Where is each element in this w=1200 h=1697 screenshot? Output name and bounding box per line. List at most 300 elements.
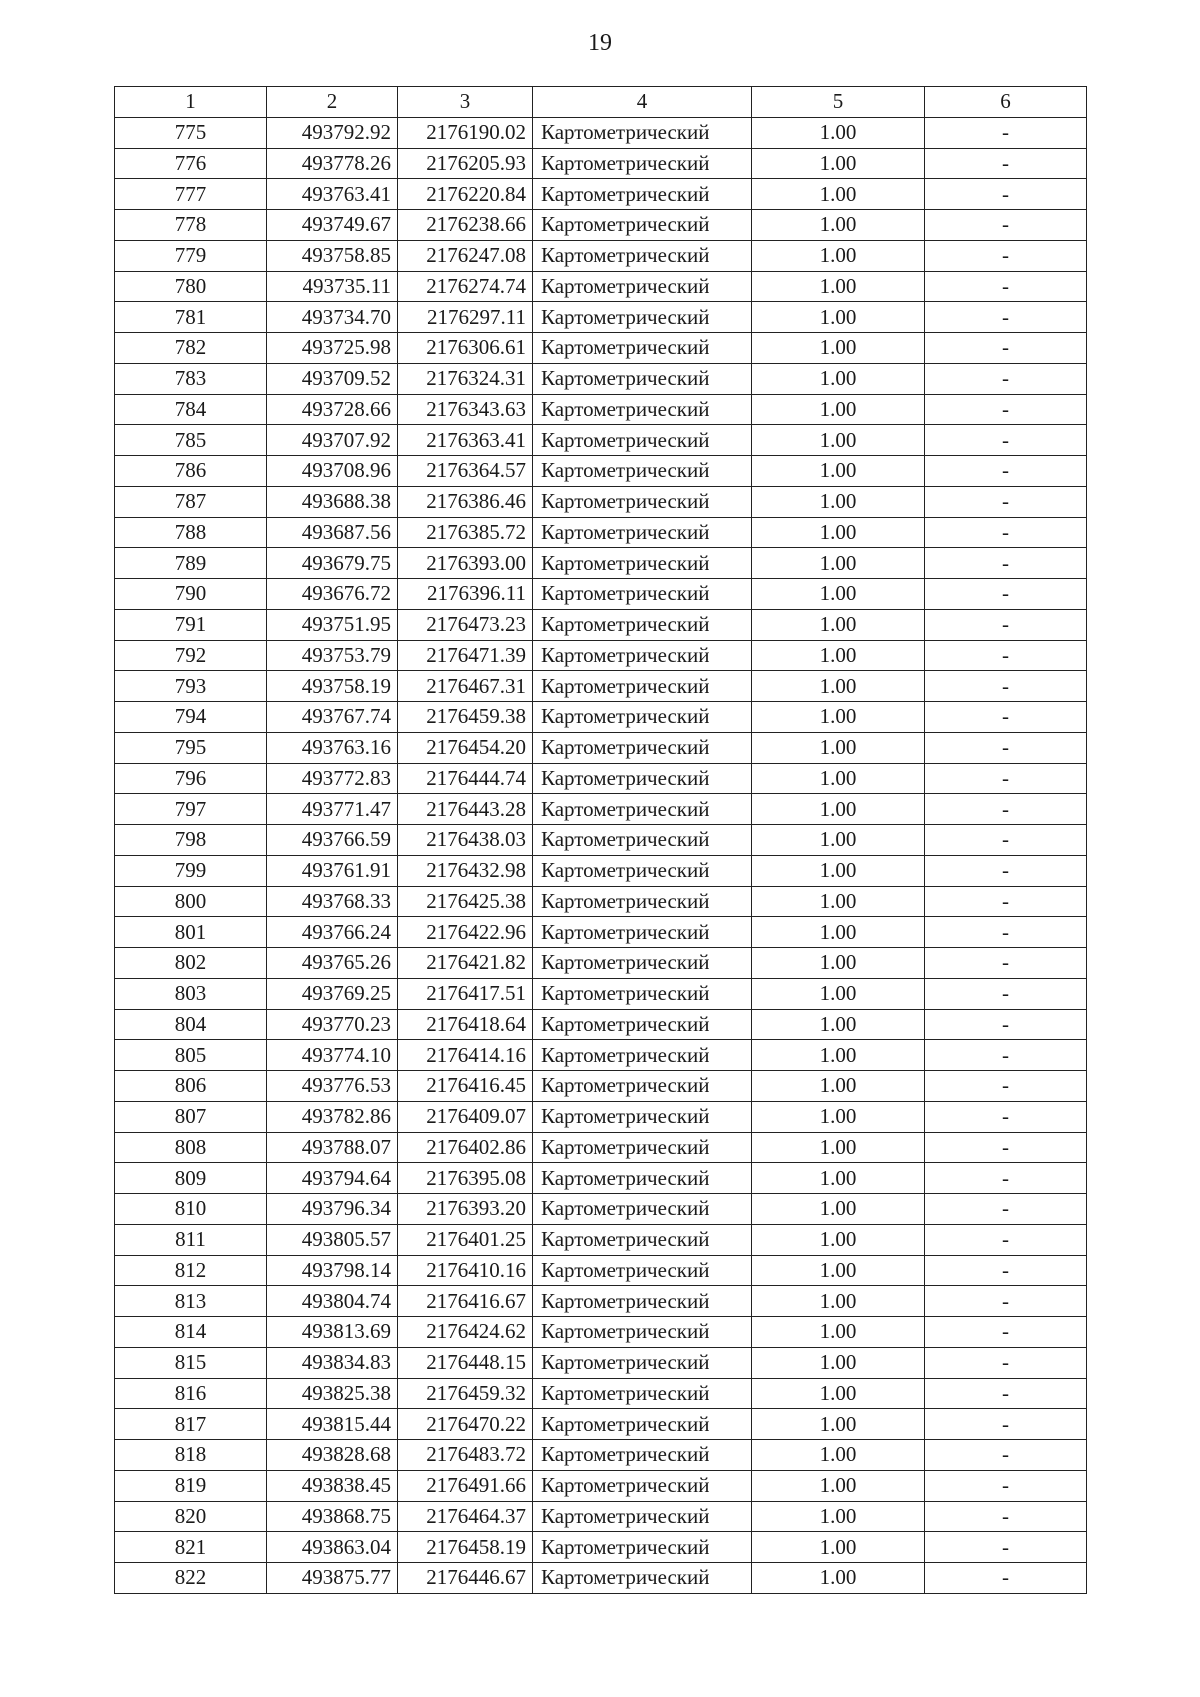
method-cell: Картометрический	[533, 1132, 752, 1163]
accuracy-cell: 1.00	[752, 702, 925, 733]
point-number-cell: 780	[115, 271, 267, 302]
method-cell: Картометрический	[533, 1224, 752, 1255]
accuracy-cell: 1.00	[752, 1347, 925, 1378]
x-coordinate-cell: 493825.38	[267, 1378, 398, 1409]
point-number-cell: 801	[115, 917, 267, 948]
point-number-cell: 790	[115, 579, 267, 610]
accuracy-cell: 1.00	[752, 1317, 925, 1348]
accuracy-cell: 1.00	[752, 117, 925, 148]
x-coordinate-cell: 493728.66	[267, 394, 398, 425]
method-cell: Картометрический	[533, 1409, 752, 1440]
accuracy-cell: 1.00	[752, 1224, 925, 1255]
point-number-cell: 783	[115, 363, 267, 394]
table-row	[115, 148, 1087, 179]
point-number-cell: 821	[115, 1532, 267, 1563]
method-cell: Картометрический	[533, 333, 752, 364]
table-row	[115, 609, 1087, 640]
method-cell: Картометрический	[533, 732, 752, 763]
x-coordinate-cell: 493761.91	[267, 855, 398, 886]
method-cell: Картометрический	[533, 240, 752, 271]
x-coordinate-cell: 493828.68	[267, 1440, 398, 1471]
table-row	[115, 886, 1087, 917]
x-coordinate-cell: 493767.74	[267, 702, 398, 733]
y-coordinate-cell: 2176364.57	[398, 456, 533, 487]
note-cell: -	[925, 363, 1087, 394]
table-row	[115, 486, 1087, 517]
method-cell: Картометрический	[533, 456, 752, 487]
y-coordinate-cell: 2176393.00	[398, 548, 533, 579]
table-header-row	[115, 87, 1087, 118]
y-coordinate-cell: 2176205.93	[398, 148, 533, 179]
table-row	[115, 179, 1087, 210]
point-number-cell: 796	[115, 763, 267, 794]
x-coordinate-cell: 493875.77	[267, 1563, 398, 1594]
x-coordinate-cell: 493770.23	[267, 1009, 398, 1040]
x-coordinate-cell: 493868.75	[267, 1501, 398, 1532]
x-coordinate-cell: 493749.67	[267, 210, 398, 241]
note-cell: -	[925, 1071, 1087, 1102]
table-row	[115, 1009, 1087, 1040]
point-number-cell: 781	[115, 302, 267, 333]
x-coordinate-cell: 493688.38	[267, 486, 398, 517]
table-row	[115, 1040, 1087, 1071]
accuracy-cell: 1.00	[752, 917, 925, 948]
note-cell: -	[925, 1532, 1087, 1563]
point-number-cell: 806	[115, 1071, 267, 1102]
x-coordinate-cell: 493834.83	[267, 1347, 398, 1378]
table-row	[115, 671, 1087, 702]
y-coordinate-cell: 2176414.16	[398, 1040, 533, 1071]
accuracy-cell: 1.00	[752, 363, 925, 394]
accuracy-cell: 1.00	[752, 609, 925, 640]
x-coordinate-cell: 493763.41	[267, 179, 398, 210]
table-row	[115, 732, 1087, 763]
accuracy-cell: 1.00	[752, 240, 925, 271]
accuracy-cell: 1.00	[752, 855, 925, 886]
x-coordinate-cell: 493805.57	[267, 1224, 398, 1255]
table-row	[115, 1255, 1087, 1286]
note-cell: -	[925, 117, 1087, 148]
note-cell: -	[925, 179, 1087, 210]
column-header-5: 5	[752, 87, 925, 118]
x-coordinate-cell: 493769.25	[267, 978, 398, 1009]
accuracy-cell: 1.00	[752, 579, 925, 610]
note-cell: -	[925, 732, 1087, 763]
method-cell: Картометрический	[533, 794, 752, 825]
x-coordinate-cell: 493763.16	[267, 732, 398, 763]
point-number-cell: 808	[115, 1132, 267, 1163]
note-cell: -	[925, 148, 1087, 179]
note-cell: -	[925, 302, 1087, 333]
point-number-cell: 814	[115, 1317, 267, 1348]
method-cell: Картометрический	[533, 148, 752, 179]
method-cell: Картометрический	[533, 825, 752, 856]
point-number-cell: 795	[115, 732, 267, 763]
point-number-cell: 793	[115, 671, 267, 702]
note-cell: -	[925, 1132, 1087, 1163]
method-cell: Картометрический	[533, 517, 752, 548]
method-cell: Картометрический	[533, 210, 752, 241]
accuracy-cell: 1.00	[752, 1163, 925, 1194]
x-coordinate-cell: 493774.10	[267, 1040, 398, 1071]
method-cell: Картометрический	[533, 1532, 752, 1563]
x-coordinate-cell: 493708.96	[267, 456, 398, 487]
accuracy-cell: 1.00	[752, 825, 925, 856]
method-cell: Картометрический	[533, 1009, 752, 1040]
method-cell: Картометрический	[533, 1040, 752, 1071]
accuracy-cell: 1.00	[752, 732, 925, 763]
point-number-cell: 822	[115, 1563, 267, 1594]
point-number-cell: 803	[115, 978, 267, 1009]
y-coordinate-cell: 2176418.64	[398, 1009, 533, 1040]
table-row	[115, 917, 1087, 948]
method-cell: Картометрический	[533, 271, 752, 302]
accuracy-cell: 1.00	[752, 1040, 925, 1071]
table-row	[115, 825, 1087, 856]
method-cell: Картометрический	[533, 1317, 752, 1348]
accuracy-cell: 1.00	[752, 271, 925, 302]
x-coordinate-cell: 493765.26	[267, 948, 398, 979]
note-cell: -	[925, 1224, 1087, 1255]
accuracy-cell: 1.00	[752, 1071, 925, 1102]
accuracy-cell: 1.00	[752, 179, 925, 210]
table-row	[115, 640, 1087, 671]
y-coordinate-cell: 2176297.11	[398, 302, 533, 333]
point-number-cell: 815	[115, 1347, 267, 1378]
accuracy-cell: 1.00	[752, 1440, 925, 1471]
note-cell: -	[925, 1501, 1087, 1532]
y-coordinate-cell: 2176464.37	[398, 1501, 533, 1532]
accuracy-cell: 1.00	[752, 1378, 925, 1409]
y-coordinate-cell: 2176438.03	[398, 825, 533, 856]
method-cell: Картометрический	[533, 609, 752, 640]
accuracy-cell: 1.00	[752, 1501, 925, 1532]
table-row	[115, 210, 1087, 241]
table-row	[115, 1532, 1087, 1563]
x-coordinate-cell: 493788.07	[267, 1132, 398, 1163]
note-cell: -	[925, 1317, 1087, 1348]
table-row	[115, 1132, 1087, 1163]
point-number-cell: 782	[115, 333, 267, 364]
point-number-cell: 789	[115, 548, 267, 579]
accuracy-cell: 1.00	[752, 486, 925, 517]
method-cell: Картометрический	[533, 1163, 752, 1194]
method-cell: Картометрический	[533, 425, 752, 456]
note-cell: -	[925, 1378, 1087, 1409]
note-cell: -	[925, 271, 1087, 302]
note-cell: -	[925, 671, 1087, 702]
accuracy-cell: 1.00	[752, 794, 925, 825]
note-cell: -	[925, 825, 1087, 856]
x-coordinate-cell: 493794.64	[267, 1163, 398, 1194]
table-row	[115, 271, 1087, 302]
method-cell: Картометрический	[533, 1347, 752, 1378]
accuracy-cell: 1.00	[752, 1563, 925, 1594]
y-coordinate-cell: 2176238.66	[398, 210, 533, 241]
method-cell: Картометрический	[533, 948, 752, 979]
y-coordinate-cell: 2176306.61	[398, 333, 533, 364]
note-cell: -	[925, 1440, 1087, 1471]
x-coordinate-cell: 493804.74	[267, 1286, 398, 1317]
table-row	[115, 456, 1087, 487]
point-number-cell: 817	[115, 1409, 267, 1440]
x-coordinate-cell: 493792.92	[267, 117, 398, 148]
y-coordinate-cell: 2176458.19	[398, 1532, 533, 1563]
y-coordinate-cell: 2176396.11	[398, 579, 533, 610]
y-coordinate-cell: 2176190.02	[398, 117, 533, 148]
x-coordinate-cell: 493766.24	[267, 917, 398, 948]
point-number-cell: 807	[115, 1101, 267, 1132]
accuracy-cell: 1.00	[752, 948, 925, 979]
note-cell: -	[925, 917, 1087, 948]
point-number-cell: 775	[115, 117, 267, 148]
table-row	[115, 425, 1087, 456]
accuracy-cell: 1.00	[752, 1409, 925, 1440]
note-cell: -	[925, 609, 1087, 640]
column-header-6: 6	[925, 87, 1087, 118]
column-header-2: 2	[267, 87, 398, 118]
method-cell: Картометрический	[533, 1440, 752, 1471]
point-number-cell: 776	[115, 148, 267, 179]
accuracy-cell: 1.00	[752, 671, 925, 702]
table-row	[115, 240, 1087, 271]
table-body	[115, 117, 1087, 1593]
y-coordinate-cell: 2176416.67	[398, 1286, 533, 1317]
method-cell: Картометрический	[533, 1255, 752, 1286]
table-row	[115, 948, 1087, 979]
x-coordinate-cell: 493798.14	[267, 1255, 398, 1286]
note-cell: -	[925, 640, 1087, 671]
accuracy-cell: 1.00	[752, 763, 925, 794]
x-coordinate-cell: 493753.79	[267, 640, 398, 671]
y-coordinate-cell: 2176386.46	[398, 486, 533, 517]
table-row	[115, 1101, 1087, 1132]
x-coordinate-cell: 493758.85	[267, 240, 398, 271]
y-coordinate-cell: 2176422.96	[398, 917, 533, 948]
point-number-cell: 785	[115, 425, 267, 456]
point-number-cell: 778	[115, 210, 267, 241]
y-coordinate-cell: 2176410.16	[398, 1255, 533, 1286]
table-row	[115, 548, 1087, 579]
y-coordinate-cell: 2176417.51	[398, 978, 533, 1009]
y-coordinate-cell: 2176424.62	[398, 1317, 533, 1348]
x-coordinate-cell: 493772.83	[267, 763, 398, 794]
y-coordinate-cell: 2176395.08	[398, 1163, 533, 1194]
accuracy-cell: 1.00	[752, 210, 925, 241]
table-row	[115, 1501, 1087, 1532]
y-coordinate-cell: 2176459.32	[398, 1378, 533, 1409]
table-row	[115, 302, 1087, 333]
page-number: 19	[588, 30, 612, 56]
note-cell: -	[925, 394, 1087, 425]
point-number-cell: 798	[115, 825, 267, 856]
accuracy-cell: 1.00	[752, 1470, 925, 1501]
table-row	[115, 1378, 1087, 1409]
note-cell: -	[925, 855, 1087, 886]
point-number-cell: 791	[115, 609, 267, 640]
note-cell: -	[925, 1255, 1087, 1286]
accuracy-cell: 1.00	[752, 148, 925, 179]
y-coordinate-cell: 2176363.41	[398, 425, 533, 456]
x-coordinate-cell: 493687.56	[267, 517, 398, 548]
accuracy-cell: 1.00	[752, 1194, 925, 1225]
y-coordinate-cell: 2176247.08	[398, 240, 533, 271]
point-number-cell: 810	[115, 1194, 267, 1225]
method-cell: Картометрический	[533, 579, 752, 610]
table-row	[115, 855, 1087, 886]
point-number-cell: 786	[115, 456, 267, 487]
note-cell: -	[925, 1286, 1087, 1317]
y-coordinate-cell: 2176416.45	[398, 1071, 533, 1102]
y-coordinate-cell: 2176459.38	[398, 702, 533, 733]
table-row	[115, 1440, 1087, 1471]
y-coordinate-cell: 2176491.66	[398, 1470, 533, 1501]
note-cell: -	[925, 1009, 1087, 1040]
y-coordinate-cell: 2176454.20	[398, 732, 533, 763]
table-row	[115, 1563, 1087, 1594]
point-number-cell: 792	[115, 640, 267, 671]
accuracy-cell: 1.00	[752, 640, 925, 671]
point-number-cell: 809	[115, 1163, 267, 1194]
point-number-cell: 788	[115, 517, 267, 548]
method-cell: Картометрический	[533, 640, 752, 671]
y-coordinate-cell: 2176343.63	[398, 394, 533, 425]
accuracy-cell: 1.00	[752, 1255, 925, 1286]
method-cell: Картометрический	[533, 363, 752, 394]
point-number-cell: 802	[115, 948, 267, 979]
table-row	[115, 794, 1087, 825]
method-cell: Картометрический	[533, 1194, 752, 1225]
note-cell: -	[925, 794, 1087, 825]
method-cell: Картометрический	[533, 702, 752, 733]
table-row	[115, 1163, 1087, 1194]
point-number-cell: 812	[115, 1255, 267, 1286]
accuracy-cell: 1.00	[752, 456, 925, 487]
method-cell: Картометрический	[533, 671, 752, 702]
point-number-cell: 794	[115, 702, 267, 733]
note-cell: -	[925, 1347, 1087, 1378]
table-row	[115, 517, 1087, 548]
accuracy-cell: 1.00	[752, 1101, 925, 1132]
note-cell: -	[925, 1040, 1087, 1071]
note-cell: -	[925, 456, 1087, 487]
coordinates-table	[114, 86, 1087, 1594]
x-coordinate-cell: 493776.53	[267, 1071, 398, 1102]
accuracy-cell: 1.00	[752, 333, 925, 364]
accuracy-cell: 1.00	[752, 394, 925, 425]
x-coordinate-cell: 493679.75	[267, 548, 398, 579]
x-coordinate-cell: 493768.33	[267, 886, 398, 917]
point-number-cell: 813	[115, 1286, 267, 1317]
note-cell: -	[925, 1194, 1087, 1225]
method-cell: Картометрический	[533, 917, 752, 948]
note-cell: -	[925, 978, 1087, 1009]
table-row	[115, 1347, 1087, 1378]
accuracy-cell: 1.00	[752, 517, 925, 548]
accuracy-cell: 1.00	[752, 1532, 925, 1563]
x-coordinate-cell: 493815.44	[267, 1409, 398, 1440]
note-cell: -	[925, 702, 1087, 733]
note-cell: -	[925, 210, 1087, 241]
method-cell: Картометрический	[533, 978, 752, 1009]
note-cell: -	[925, 333, 1087, 364]
note-cell: -	[925, 486, 1087, 517]
table-row	[115, 978, 1087, 1009]
method-cell: Картометрический	[533, 179, 752, 210]
point-number-cell: 800	[115, 886, 267, 917]
y-coordinate-cell: 2176444.74	[398, 763, 533, 794]
point-number-cell: 799	[115, 855, 267, 886]
x-coordinate-cell: 493734.70	[267, 302, 398, 333]
x-coordinate-cell: 493771.47	[267, 794, 398, 825]
accuracy-cell: 1.00	[752, 886, 925, 917]
point-number-cell: 818	[115, 1440, 267, 1471]
note-cell: -	[925, 548, 1087, 579]
note-cell: -	[925, 1101, 1087, 1132]
point-number-cell: 820	[115, 1501, 267, 1532]
accuracy-cell: 1.00	[752, 302, 925, 333]
x-coordinate-cell: 493782.86	[267, 1101, 398, 1132]
note-cell: -	[925, 425, 1087, 456]
column-header-3: 3	[398, 87, 533, 118]
x-coordinate-cell: 493709.52	[267, 363, 398, 394]
x-coordinate-cell: 493863.04	[267, 1532, 398, 1563]
method-cell: Картометрический	[533, 302, 752, 333]
note-cell: -	[925, 1470, 1087, 1501]
y-coordinate-cell: 2176446.67	[398, 1563, 533, 1594]
x-coordinate-cell: 493838.45	[267, 1470, 398, 1501]
point-number-cell: 787	[115, 486, 267, 517]
x-coordinate-cell: 493751.95	[267, 609, 398, 640]
note-cell: -	[925, 1563, 1087, 1594]
note-cell: -	[925, 579, 1087, 610]
y-coordinate-cell: 2176220.84	[398, 179, 533, 210]
method-cell: Картометрический	[533, 855, 752, 886]
x-coordinate-cell: 493778.26	[267, 148, 398, 179]
table-row	[115, 702, 1087, 733]
method-cell: Картометрический	[533, 1501, 752, 1532]
method-cell: Картометрический	[533, 886, 752, 917]
method-cell: Картометрический	[533, 1071, 752, 1102]
x-coordinate-cell: 493758.19	[267, 671, 398, 702]
table-row	[115, 1194, 1087, 1225]
y-coordinate-cell: 2176443.28	[398, 794, 533, 825]
method-cell: Картометрический	[533, 117, 752, 148]
y-coordinate-cell: 2176409.07	[398, 1101, 533, 1132]
y-coordinate-cell: 2176274.74	[398, 271, 533, 302]
accuracy-cell: 1.00	[752, 1286, 925, 1317]
note-cell: -	[925, 886, 1087, 917]
point-number-cell: 819	[115, 1470, 267, 1501]
y-coordinate-cell: 2176470.22	[398, 1409, 533, 1440]
point-number-cell: 805	[115, 1040, 267, 1071]
note-cell: -	[925, 517, 1087, 548]
note-cell: -	[925, 948, 1087, 979]
note-cell: -	[925, 1409, 1087, 1440]
y-coordinate-cell: 2176473.23	[398, 609, 533, 640]
y-coordinate-cell: 2176425.38	[398, 886, 533, 917]
point-number-cell: 816	[115, 1378, 267, 1409]
table-row	[115, 1286, 1087, 1317]
y-coordinate-cell: 2176402.86	[398, 1132, 533, 1163]
column-header-1: 1	[115, 87, 267, 118]
method-cell: Картометрический	[533, 1563, 752, 1594]
table-row	[115, 579, 1087, 610]
x-coordinate-cell: 493766.59	[267, 825, 398, 856]
y-coordinate-cell: 2176385.72	[398, 517, 533, 548]
y-coordinate-cell: 2176432.98	[398, 855, 533, 886]
method-cell: Картометрический	[533, 548, 752, 579]
